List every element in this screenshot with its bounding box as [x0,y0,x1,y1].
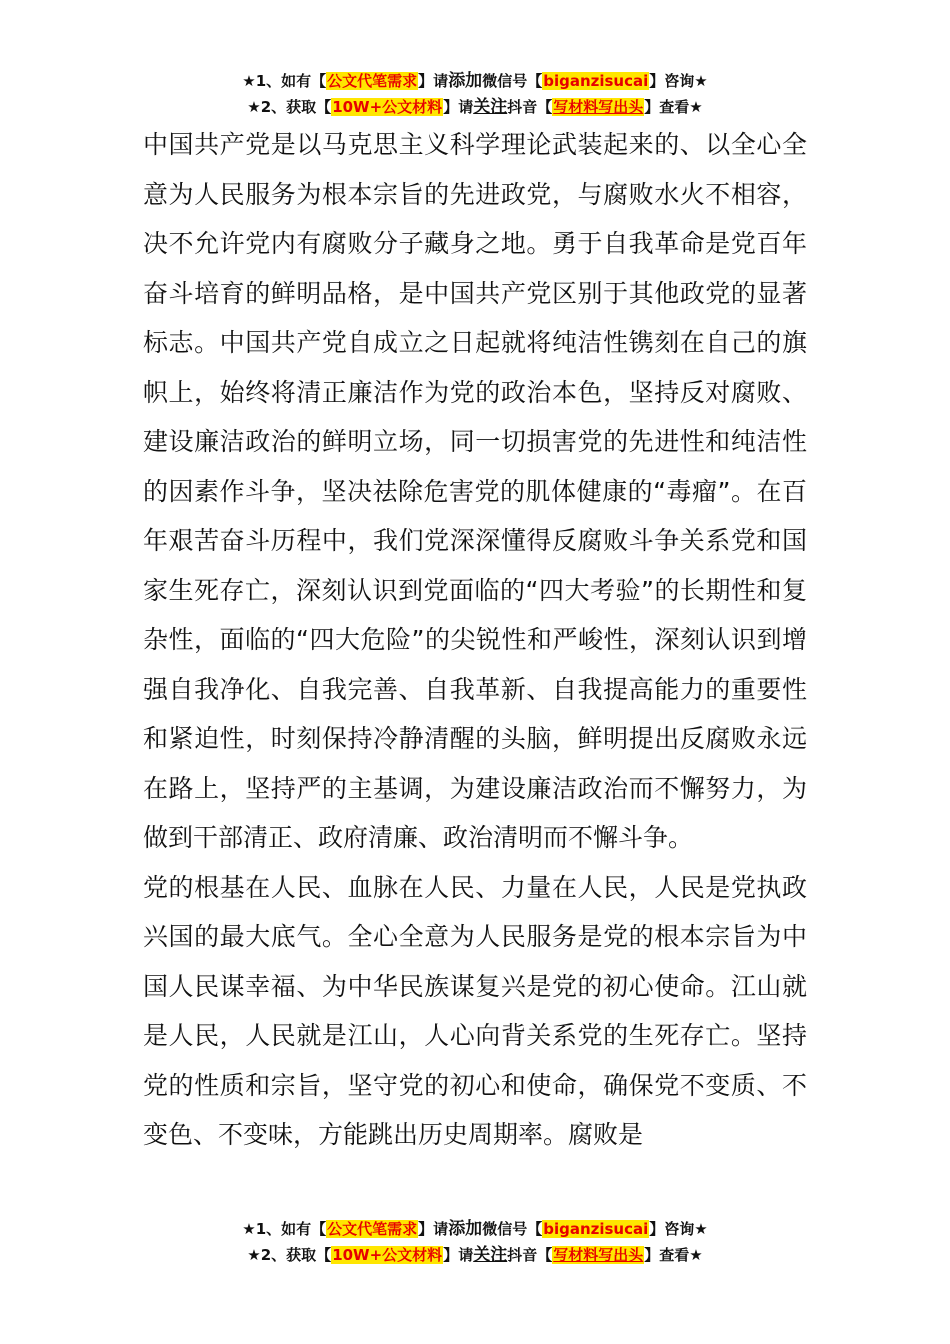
promo-text: 】请 [443,98,474,116]
highlight-materials: 10W+公文材料 [332,1246,443,1264]
highlight-service: 公文代笔需求 [327,72,418,90]
emphasis-follow: 关注 [473,97,508,117]
promo-text: ★1、如有【 [242,72,327,90]
highlight-douyin-account: 写材料写出头 [553,1246,644,1264]
promo-text: 抖音【 [507,98,553,116]
highlight-wechat-id: biganzisucai [543,72,649,90]
highlight-wechat-id: biganzisucai [543,1220,649,1238]
promo-text: ★1、如有【 [242,1220,327,1238]
promo-line-2 [0,94,950,120]
emphasis-follow: 关注 [473,1245,508,1265]
highlight-douyin-account: 写材料写出头 [553,98,644,116]
promo-text: 】请 [418,1220,449,1238]
promo-text: 】请 [443,1246,474,1264]
highlight-service: 公文代笔需求 [327,1220,418,1238]
promo-text: 】查看★ [644,1246,703,1264]
emphasis-add: 添加 [448,71,483,91]
promo-line-2 [0,1242,950,1268]
promo-text: 】请 [418,72,449,90]
promo-text: 】咨询★ [649,1220,708,1238]
promo-line-1 [0,1216,950,1242]
promo-banner-bottom [0,1216,950,1268]
paragraph: 中国共产党是以马克思主义科学理论武装起来的、以全心全意为人民服务为根本宗旨的先进政党，与腐败水火不相容，决不允许党内有腐败分子藏身之地。勇于自我革命是党百年奋斗培育的鲜明品格，是中国共产党区别于其他政党的显著标志。中国共产党自成立之日起就将纯洁性镌刻在自己的旗帜上，始终将清正廉洁作为党的政治本色，坚持反对腐败、建设廉洁政治的鲜明立场，同一切损害党的先进性和纯洁性的因素作斗争，坚决祛除危害党的肌体健康的“毒瘤”。在百年艰苦奋斗历程中，我们党深深懂得反腐败斗争关系党和国家生死存亡，深刻认识到党面临的“四大考验”的长期性和复杂性，面临的“四大危险”的尖锐性和严峻性，深刻认识到增强自我净化、自我完善、自我革新、自我提高能力的重要性和紧迫性，时刻保持冷静清醒的头脑，鲜明提出反腐败永远在路上，坚持严的主基调，为建设廉洁政治而不懈努力，为做到干部清正、政府清廉、政治清明而不懈斗争。 [143,130,807,852]
document-body [143,120,807,1160]
promo-text: ★2、获取【 [247,1246,332,1264]
promo-text: 微信号【 [482,72,543,90]
promo-line-1 [0,68,950,94]
promo-banner-top [0,68,950,120]
emphasis-add: 添加 [448,1219,483,1239]
paragraph: 党的根基在人民、血脉在人民、力量在人民，人民是党执政兴国的最大底气。全心全意为人民服务是党的根本宗旨为中国人民谋幸福、为中华民族谋复兴是党的初心使命。江山就是人民，人民就是江山，人心向背关系党的生死存亡。坚持党的性质和宗旨，坚守党的初心和使命，确保党不变质、不变色、不变味，方能跳出历史周期率。腐败是 [143,872,807,1149]
highlight-materials: 10W+公文材料 [332,98,443,116]
promo-text: 】查看★ [644,98,703,116]
promo-text: 抖音【 [507,1246,553,1264]
promo-text: 】咨询★ [649,72,708,90]
promo-text: ★2、获取【 [247,98,332,116]
promo-text: 微信号【 [482,1220,543,1238]
